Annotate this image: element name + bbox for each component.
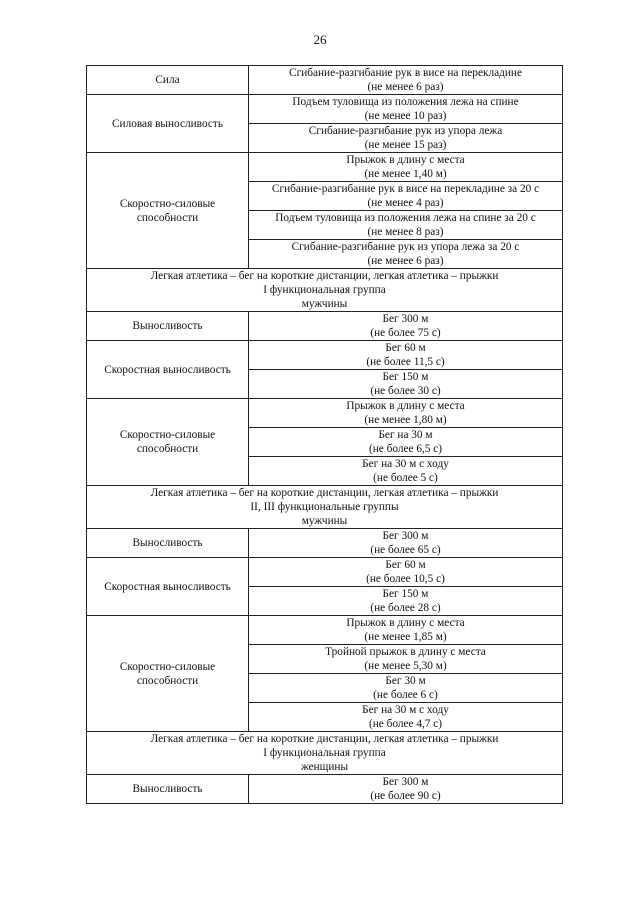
test-cell: Подъем туловища из положения лежа на спине за 20 с (не менее 8 раз) (249, 211, 563, 240)
table-row (87, 775, 563, 804)
quality-cell: Скоростная выносливость (87, 558, 249, 616)
section-caption-row (87, 486, 563, 529)
section-caption: Легкая атлетика – бег на короткие дистанции, легкая атлетика – прыжки I функциональная группа мужчины (87, 269, 563, 312)
test-cell: Бег на 30 м с ходу (не более 5 с) (249, 457, 563, 486)
test-cell: Прыжок в длину с места (не менее 1,80 м) (249, 399, 563, 428)
test-cell: Сгибание-разгибание рук из упора лежа за 20 с (не менее 6 раз) (249, 240, 563, 269)
table-row (87, 66, 563, 95)
test-cell: Сгибание-разгибание рук в висе на перекладине за 20 с (не менее 4 раз) (249, 182, 563, 211)
test-cell: Бег 150 м (не более 28 с) (249, 587, 563, 616)
quality-cell: Скоростно-силовые способности (87, 399, 249, 486)
quality-cell: Силовая выносливость (87, 95, 249, 153)
test-cell: Бег 60 м (не более 10,5 с) (249, 558, 563, 587)
test-cell: Тройной прыжок в длину с места (не менее 5,30 м) (249, 645, 563, 674)
table-row (87, 153, 563, 182)
section-caption: Легкая атлетика – бег на короткие дистанции, легкая атлетика – прыжки II, III функциональные группы мужчины (87, 486, 563, 529)
test-cell: Прыжок в длину с места (не менее 1,40 м) (249, 153, 563, 182)
test-cell: Бег на 30 м с ходу (не более 4,7 с) (249, 703, 563, 732)
test-cell: Бег 300 м (не более 65 с) (249, 529, 563, 558)
quality-cell: Сила (87, 66, 249, 95)
section-caption: Легкая атлетика – бег на короткие дистанции, легкая атлетика – прыжки I функциональная группа женщины (87, 732, 563, 775)
test-cell: Бег 300 м (не более 90 с) (249, 775, 563, 804)
table-row (87, 341, 563, 370)
table-row (87, 558, 563, 587)
standards-table (86, 65, 563, 804)
page-number: 26 (313, 32, 327, 47)
table-row (87, 95, 563, 124)
quality-cell: Выносливость (87, 775, 249, 804)
quality-cell: Скоростно-силовые способности (87, 153, 249, 269)
test-cell: Прыжок в длину с места (не менее 1,85 м) (249, 616, 563, 645)
test-cell: Бег 30 м (не более 6 с) (249, 674, 563, 703)
section-caption-row (87, 269, 563, 312)
table-row (87, 399, 563, 428)
test-cell: Бег 300 м (не более 75 с) (249, 312, 563, 341)
quality-cell: Скоростная выносливость (87, 341, 249, 399)
test-cell: Бег 150 м (не более 30 с) (249, 370, 563, 399)
test-cell: Бег на 30 м (не более 6,5 с) (249, 428, 563, 457)
quality-cell: Скоростно-силовые способности (87, 616, 249, 732)
table-row (87, 312, 563, 341)
quality-cell: Выносливость (87, 529, 249, 558)
test-cell: Бег 60 м (не более 11,5 с) (249, 341, 563, 370)
section-caption-row (87, 732, 563, 775)
table-row (87, 616, 563, 645)
table-row (87, 529, 563, 558)
test-cell: Сгибание-разгибание рук в висе на перекладине (не менее 6 раз) (249, 66, 563, 95)
quality-cell: Выносливость (87, 312, 249, 341)
test-cell: Подъем туловища из положения лежа на спине (не менее 10 раз) (249, 95, 563, 124)
test-cell: Сгибание-разгибание рук из упора лежа (не менее 15 раз) (249, 124, 563, 153)
